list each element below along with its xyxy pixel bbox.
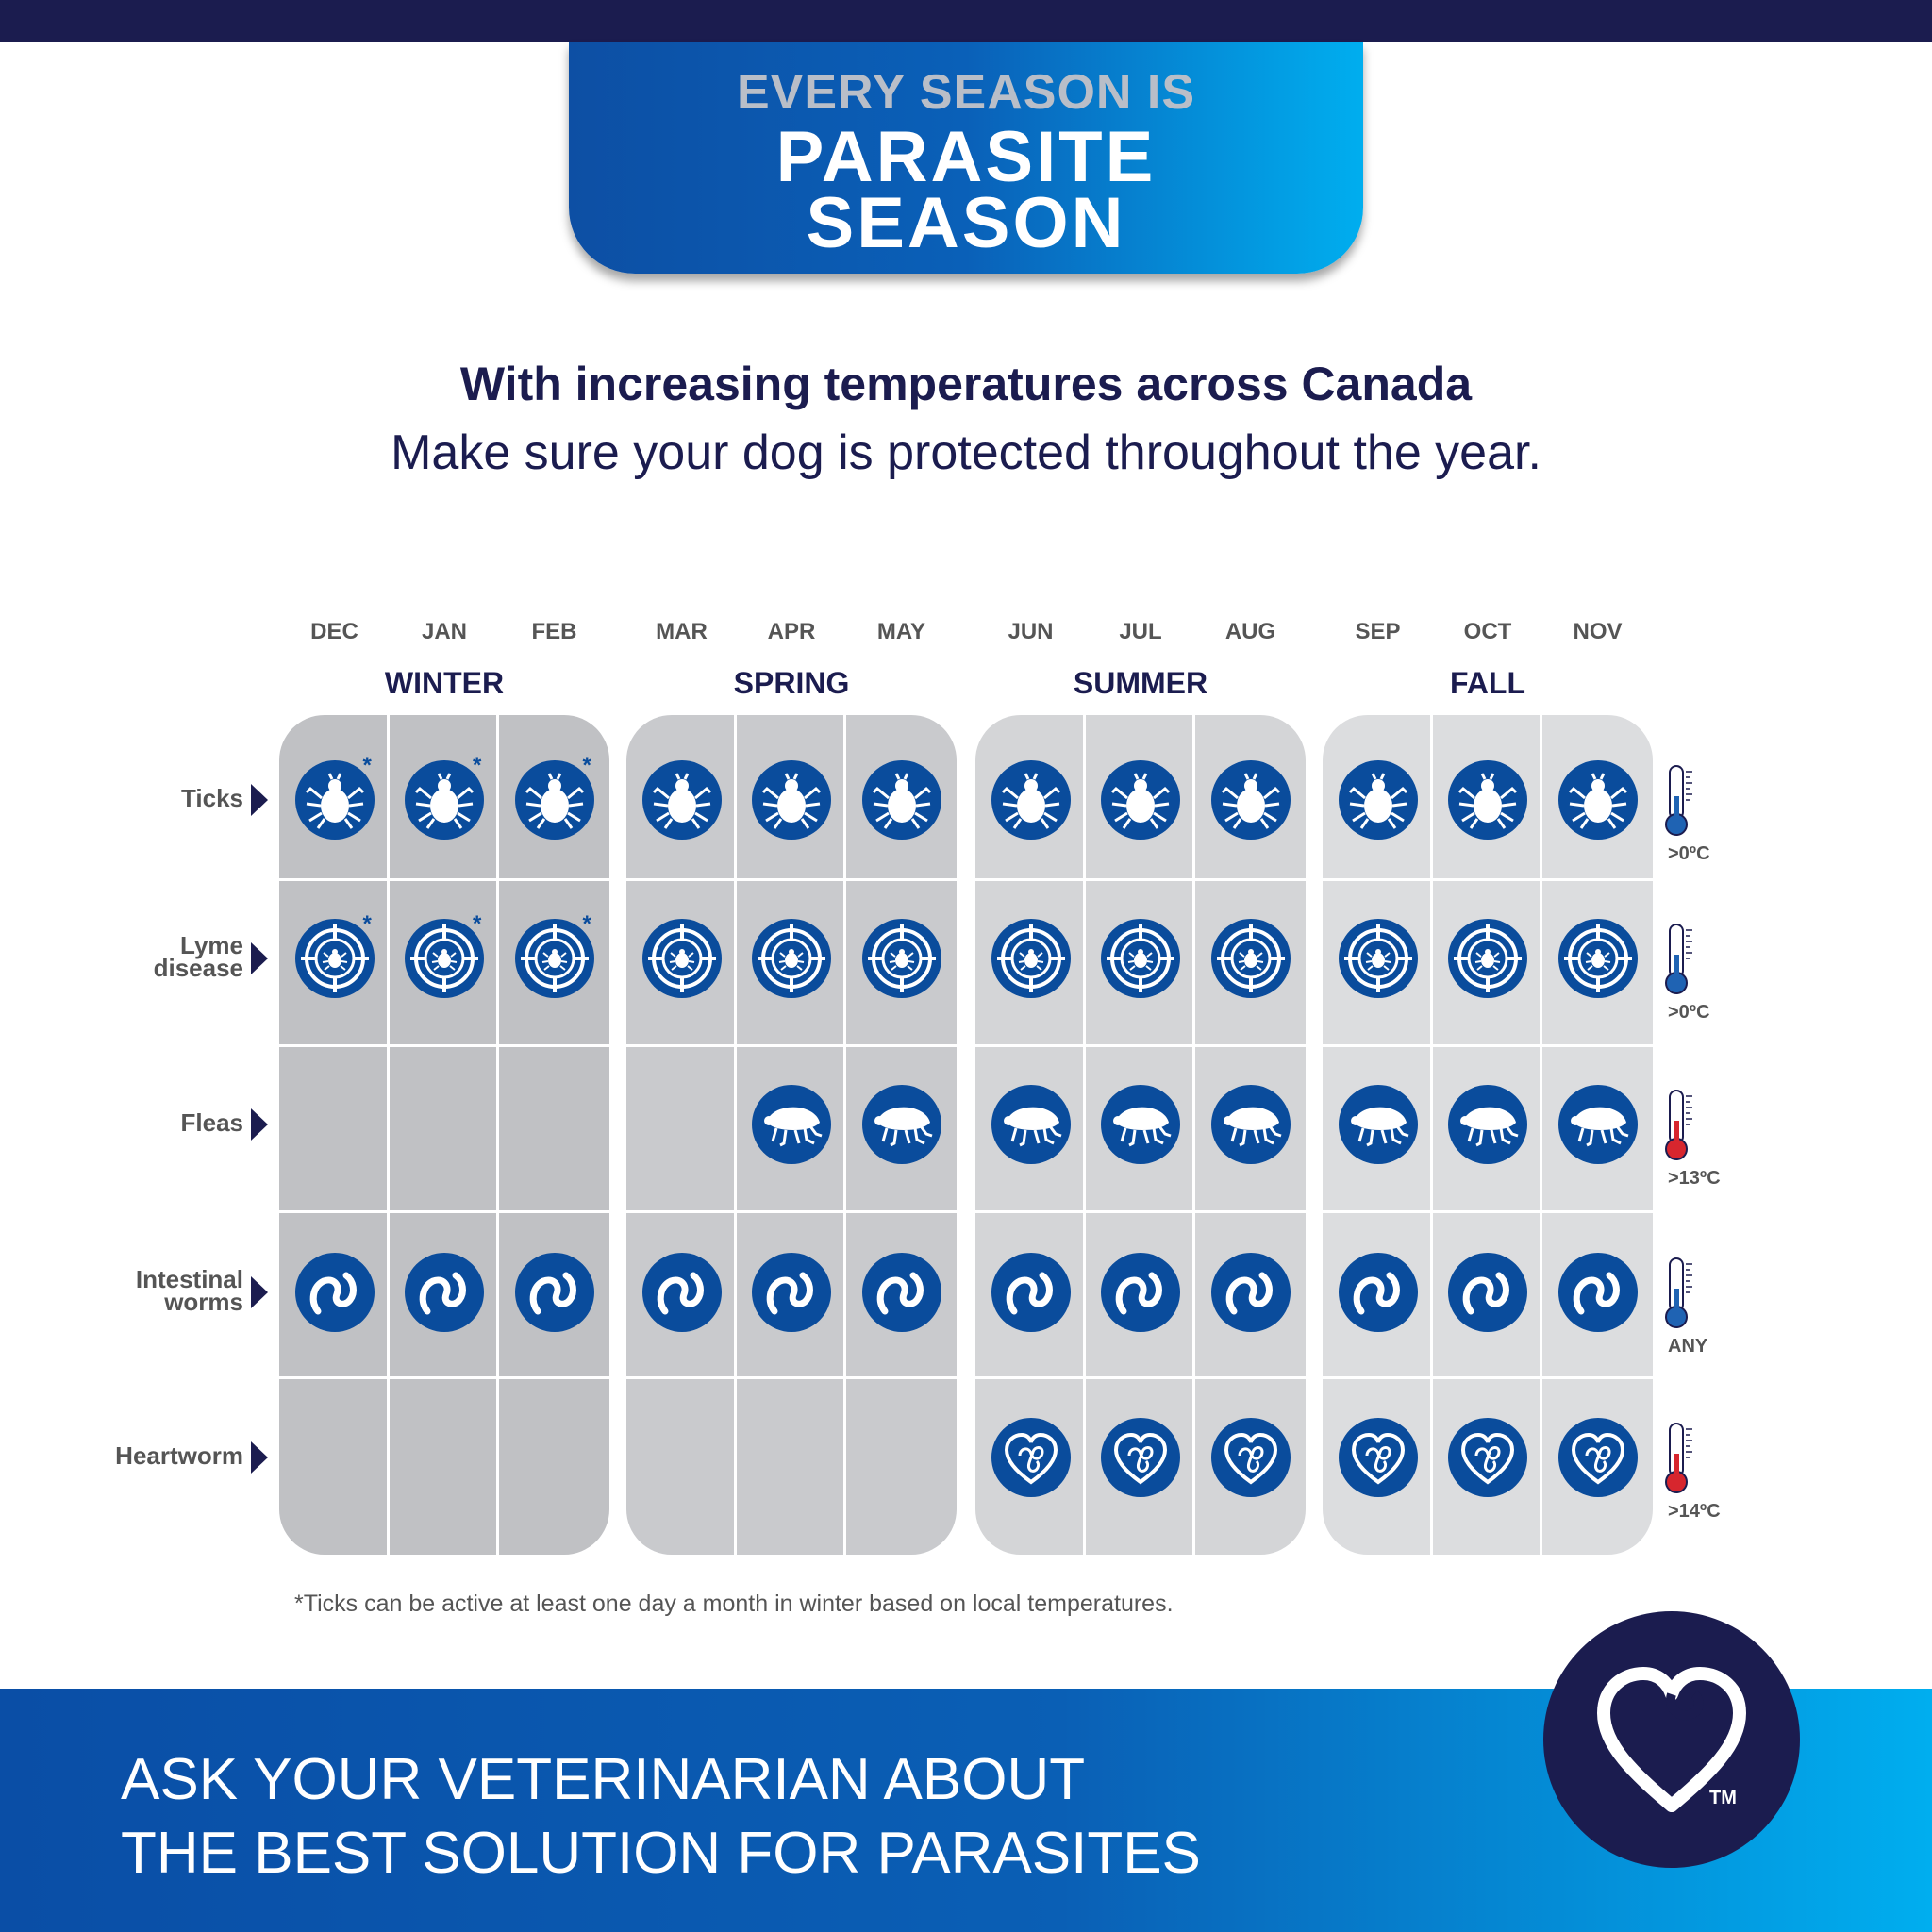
row-label-text: disease bbox=[153, 954, 243, 982]
calendar-cell bbox=[279, 1047, 390, 1213]
winter-asterisk: * bbox=[582, 911, 591, 937]
worm-icon bbox=[752, 1253, 831, 1332]
subheadline: Make sure your dog is protected throughout the year. bbox=[391, 425, 1541, 480]
heartworm-icon bbox=[1211, 1418, 1291, 1497]
row-label-text: Intestinal bbox=[135, 1265, 243, 1293]
thermometer-cold-icon bbox=[1660, 762, 1698, 838]
lyme-target-icon bbox=[862, 919, 941, 998]
worm-icon bbox=[405, 1253, 484, 1332]
temperature-threshold: >0ºC bbox=[1668, 843, 1710, 864]
heartworm-icon bbox=[1558, 1418, 1638, 1497]
month-label: JAN bbox=[421, 619, 467, 644]
heartworm-icon bbox=[1101, 1418, 1180, 1497]
month-label: NOV bbox=[1573, 619, 1623, 644]
flea-icon bbox=[752, 1085, 831, 1164]
temperature-threshold: >13ºC bbox=[1668, 1168, 1721, 1189]
call-to-action bbox=[121, 1743, 1201, 1890]
row-label bbox=[45, 1108, 243, 1137]
flea-icon bbox=[1101, 1085, 1180, 1164]
thermometer-hot-icon bbox=[1660, 1420, 1698, 1495]
flea-icon bbox=[1558, 1085, 1638, 1164]
flea-icon bbox=[1211, 1085, 1291, 1164]
banner-line-1: EVERY SEASON IS bbox=[736, 65, 1196, 120]
calendar-cell bbox=[846, 1379, 957, 1555]
cta-line-2: THE BEST SOLUTION FOR PARASITES bbox=[121, 1821, 1201, 1886]
cta-line-1: ASK YOUR VETERINARIAN ABOUT bbox=[121, 1747, 1086, 1812]
tick-icon bbox=[642, 760, 722, 840]
flea-icon bbox=[1339, 1085, 1418, 1164]
month-label: SEP bbox=[1355, 619, 1401, 644]
month-label: AUG bbox=[1224, 619, 1276, 644]
banner-line-2 bbox=[569, 117, 1363, 263]
calendar-cell bbox=[390, 1047, 499, 1213]
tick-icon bbox=[991, 760, 1071, 840]
heartworm-icon bbox=[1448, 1418, 1527, 1497]
temperature-threshold: ANY bbox=[1668, 1336, 1708, 1357]
row-arrow-icon bbox=[251, 942, 268, 974]
calendar-cell bbox=[390, 1379, 499, 1555]
row-label-text: Lyme bbox=[180, 931, 243, 959]
thermometer-hot-icon bbox=[1660, 1087, 1698, 1162]
winter-asterisk: * bbox=[582, 753, 591, 778]
worm-icon bbox=[515, 1253, 594, 1332]
row-label bbox=[45, 1265, 243, 1316]
month-label: FEB bbox=[531, 619, 577, 644]
month-label: DEC bbox=[310, 619, 358, 644]
season-label-winter: WINTER bbox=[384, 666, 505, 700]
season-label-fall: FALL bbox=[1450, 666, 1525, 700]
lyme-target-icon bbox=[1339, 919, 1418, 998]
lyme-target-icon bbox=[1558, 919, 1638, 998]
thermometer-cold-icon bbox=[1660, 1255, 1698, 1330]
brand-logo bbox=[1543, 1611, 1800, 1868]
month-label: OCT bbox=[1463, 619, 1512, 644]
worm-icon bbox=[1101, 1253, 1180, 1332]
worm-icon bbox=[295, 1253, 375, 1332]
worm-icon bbox=[1339, 1253, 1418, 1332]
footnote: *Ticks can be active at least one day a month in winter based on local temperatures. bbox=[294, 1591, 1174, 1617]
calendar-cell bbox=[626, 1047, 737, 1213]
tick-icon bbox=[1101, 760, 1180, 840]
worm-icon bbox=[1211, 1253, 1291, 1332]
winter-asterisk: * bbox=[473, 911, 482, 937]
tick-icon bbox=[1339, 760, 1418, 840]
flea-icon bbox=[862, 1085, 941, 1164]
winter-asterisk: * bbox=[362, 911, 372, 937]
temperature-threshold: >0ºC bbox=[1668, 1002, 1710, 1023]
row-arrow-icon bbox=[251, 1276, 268, 1308]
heart-logo-icon bbox=[1543, 1611, 1800, 1868]
month-label: JUN bbox=[1008, 619, 1054, 644]
calendar-cell bbox=[499, 1379, 609, 1555]
month-label: MAY bbox=[876, 619, 926, 644]
lyme-target-icon bbox=[1448, 919, 1527, 998]
heartworm-icon bbox=[1339, 1418, 1418, 1497]
worm-icon bbox=[1558, 1253, 1638, 1332]
row-label bbox=[45, 1441, 243, 1470]
flea-icon bbox=[991, 1085, 1071, 1164]
season-panel-winter bbox=[279, 715, 609, 1555]
lyme-target-icon bbox=[752, 919, 831, 998]
worm-icon bbox=[1448, 1253, 1527, 1332]
worm-icon bbox=[862, 1253, 941, 1332]
headline: With increasing temperatures across Canada bbox=[459, 358, 1473, 410]
row-arrow-icon bbox=[251, 784, 268, 816]
tick-icon bbox=[862, 760, 941, 840]
heartworm-icon bbox=[991, 1418, 1071, 1497]
calendar-cell bbox=[626, 1379, 737, 1555]
row-label-text: worms bbox=[164, 1288, 243, 1316]
season-label-summer: SUMMER bbox=[1073, 666, 1208, 700]
logo-trademark: TM bbox=[1709, 1788, 1737, 1808]
top-bar bbox=[0, 0, 1932, 42]
banner-season: SEASON bbox=[806, 183, 1126, 263]
month-label: MAR bbox=[656, 619, 708, 644]
row-arrow-icon bbox=[251, 1108, 268, 1141]
row-label-text: Ticks bbox=[180, 784, 243, 812]
row-label bbox=[45, 784, 243, 812]
tick-icon bbox=[1211, 760, 1291, 840]
row-label bbox=[45, 931, 243, 982]
row-arrow-icon bbox=[251, 1441, 268, 1474]
calendar-cell bbox=[279, 1379, 390, 1555]
tick-icon bbox=[1448, 760, 1527, 840]
calendar-cell bbox=[499, 1047, 609, 1213]
worm-icon bbox=[991, 1253, 1071, 1332]
flea-icon bbox=[1448, 1085, 1527, 1164]
season-label-spring: SPRING bbox=[733, 666, 850, 700]
worm-icon bbox=[642, 1253, 722, 1332]
lyme-target-icon bbox=[991, 919, 1071, 998]
tick-icon bbox=[1558, 760, 1638, 840]
banner-parasite: PARASITE bbox=[775, 117, 1157, 197]
lyme-target-icon bbox=[642, 919, 722, 998]
temperature-threshold: >14ºC bbox=[1668, 1501, 1721, 1522]
lyme-target-icon bbox=[1211, 919, 1291, 998]
lyme-target-icon bbox=[1101, 919, 1180, 998]
month-label: JUL bbox=[1119, 619, 1162, 644]
winter-asterisk: * bbox=[362, 753, 372, 778]
title-banner bbox=[569, 42, 1363, 274]
calendar-cell bbox=[737, 1379, 846, 1555]
thermometer-cold-icon bbox=[1660, 921, 1698, 996]
month-label: APR bbox=[767, 619, 816, 644]
winter-asterisk: * bbox=[473, 753, 482, 778]
row-label-text: Heartworm bbox=[115, 1441, 243, 1470]
row-label-text: Fleas bbox=[180, 1108, 243, 1137]
tick-icon bbox=[752, 760, 831, 840]
